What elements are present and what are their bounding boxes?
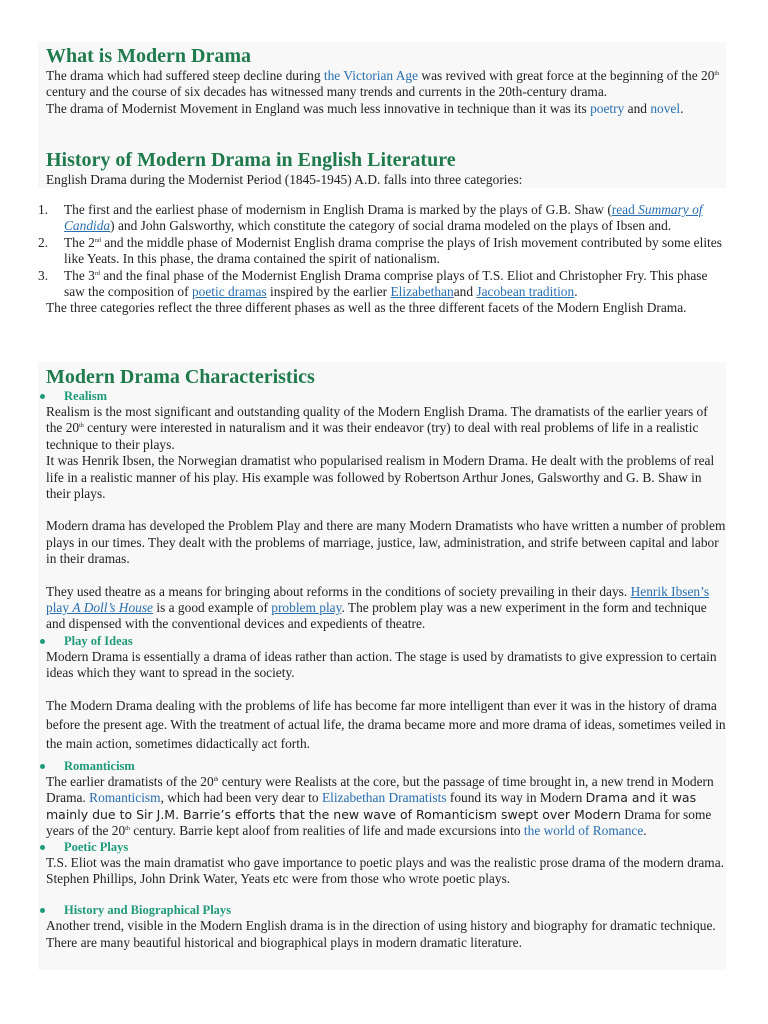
text: and the middle phase of Modernist English drama comprise the plays of Irish movement contributed by some elites like Yeats. In this phase, the drama contained the spirit of nationalism. — [64, 234, 722, 267]
section-characteristics-continued — [38, 758, 726, 970]
paragraph-history-intro: English Drama during the Modernist Period (1845-1945) A.D. falls into three categories: — [46, 172, 523, 187]
list-item — [38, 235, 726, 268]
text: century and the course of six decades has witnessed many trends and currents in the 20th-century drama. — [46, 84, 608, 100]
paragraph-intro — [38, 68, 726, 101]
text: . The problem play was a new experiment in the form and technique and dispensed with the conventional devices and expedients of theatre. — [46, 600, 707, 632]
link-jacobean-tradition[interactable]: Jacobean tradition — [476, 284, 575, 300]
list-item — [38, 268, 726, 301]
paragraph-history-plays: Another trend, visible in the Modern English drama is in the direction of using history and biography for dramatic technique. There are many beautiful historical and biographical plays in modern dramatic literature. — [46, 918, 716, 950]
text: The 3 — [64, 267, 95, 283]
spacer — [38, 887, 726, 903]
link-world-of-romance[interactable]: the world of Romance — [523, 823, 644, 839]
heading-what-is-modern-drama: What is Modern Drama — [46, 45, 251, 67]
bullet-label: Realism — [64, 389, 108, 403]
paragraph-ideas-2: The Modern Drama dealing with the problems of life has become far more intelligent than ever it was in the history of drama before the present age. With the treatment of actual life, the drama became more and more drama of ideas, sometimes veiled in the main action, sometimes didactically act forth. — [46, 697, 726, 751]
text: . — [680, 100, 684, 116]
text: and the final phase of the Modernist English Drama comprise plays of T.S. Eliot and Christopher Fry. This phase saw the composition of — [64, 267, 708, 300]
list-item — [38, 202, 726, 235]
text: and — [624, 100, 651, 116]
paragraph-realism-4 — [38, 584, 726, 633]
bullet-heading-romanticism — [38, 759, 726, 774]
section-characteristics — [38, 362, 726, 758]
superscript: rd — [94, 270, 100, 277]
spacer — [38, 502, 726, 518]
link-problem-play[interactable]: problem play — [271, 600, 342, 616]
text: The first and the earliest phase of modernism in English Drama is marked by the plays of G.B. Shaw ( — [64, 202, 612, 217]
text: The drama of Modernist Movement in England was much less innovative in technique than it was its — [46, 100, 591, 116]
bullet-heading-realism — [38, 389, 726, 404]
list-number: 1. — [38, 202, 49, 217]
bullet-heading-history-plays — [38, 903, 726, 918]
bullet-label: History and Biographical Plays — [64, 903, 232, 918]
bullet-label: Play of Ideas — [64, 633, 133, 648]
paragraph-realism-1 — [38, 404, 726, 453]
categories-list — [38, 202, 726, 300]
bullet-label: Poetic Plays — [64, 839, 129, 854]
superscript: th — [714, 71, 720, 77]
list-number: 2. — [38, 234, 49, 250]
paragraph-history-outro: The three categories reflect the three different phases as well as the three different facets of the Modern English Drama. — [46, 300, 687, 316]
paragraph-modernist-movement — [38, 101, 726, 117]
section-history-list — [38, 202, 726, 317]
text: Realism is the most significant and outstanding quality of the Modern English Drama. The dramatists of the earlier years of the 20 — [46, 404, 708, 436]
list-number: 3. — [38, 267, 49, 283]
link-text: Henrik Ibsen’s play — [46, 583, 710, 616]
section-history-header — [38, 148, 726, 188]
paragraph-realism-3: Modern drama has developed the Problem Play and there are many Modern Dramatists who have written a number of problem plays in our times. They dealt with the problems of marriage, justice, law, administration, and strife between capital and labor in their dramas. — [46, 518, 726, 567]
link-elizabethan-dramatists[interactable]: Elizabethan Dramatists — [321, 790, 447, 806]
text: Drama and it was mainly due to Sir J.M. Barrie’s efforts that the new wave of Romanticism swept over Modern — [46, 790, 697, 822]
superscript: th — [213, 777, 219, 783]
spacer — [38, 568, 726, 584]
bullet-icon — [40, 908, 45, 913]
bullet-heading-play-of-ideas — [38, 634, 726, 649]
link-text: read — [611, 202, 639, 217]
link-text-italic: Summary of Candida — [64, 202, 703, 234]
text: was revived with great force at the beginning of the 20 — [418, 68, 715, 83]
paragraph-ideas-1: Modern Drama is essentially a drama of ideas rather than action. The stage is used by dramatists to give expression to certain ideas which they want to spread in the society. — [46, 648, 717, 681]
text: They used theatre as a means for bringing about reforms in the conditions of society prevailing in their days. — [46, 583, 631, 599]
spacer — [38, 682, 726, 696]
text: ) and John Galsworthy, which constitute the category of social drama modeled on the plays of Ibsen and. — [110, 218, 672, 234]
link-text-italic: A Doll’s House — [72, 600, 154, 616]
text: is a good example of — [153, 600, 272, 616]
text: The earlier dramatists of the 20 — [46, 774, 214, 789]
text: found its way in Modern — [446, 790, 586, 806]
text: Drama for some years of the 20 — [46, 806, 712, 839]
bullet-icon — [40, 845, 45, 850]
link-victorian-age[interactable]: the Victorian Age — [323, 68, 419, 83]
paragraph-romanticism — [38, 774, 726, 840]
link-poetic-dramas[interactable]: poetic dramas — [191, 284, 267, 300]
superscript: th — [79, 423, 84, 430]
text: . — [574, 284, 578, 300]
heading-history-modern-drama: History of Modern Drama in English Literature — [46, 149, 456, 171]
text: and — [453, 284, 477, 300]
bullet-icon — [40, 764, 45, 769]
superscript: th — [125, 826, 130, 833]
text: century were Realists at the core, but the passage of time brought in, a new trend in Modern Drama. — [46, 774, 714, 806]
link-elizabethan[interactable]: Elizabethan — [390, 284, 454, 300]
text: inspired by the earlier — [266, 284, 391, 300]
heading-characteristics: Modern Drama Characteristics — [46, 366, 315, 388]
paragraph-realism-2: It was Henrik Ibsen, the Norwegian dramatist who popularised realism in Modern Drama. He dealt with the problems of real life in a realistic manner of his play. His example was followed by Robertson Arthur Jones, Galsworthy and G. B. Shaw in their plays. — [46, 453, 715, 502]
text: The 2 — [64, 234, 95, 250]
bullet-icon — [40, 639, 45, 644]
text: century. Barrie kept aloof from realities of life and made excursions into — [129, 823, 524, 839]
text: , which had been very dear to — [160, 790, 322, 806]
text: . — [643, 823, 647, 839]
superscript: nd — [94, 237, 101, 244]
link-poetry[interactable]: poetry — [590, 100, 625, 116]
bullet-icon — [40, 394, 45, 399]
link-romanticism[interactable]: Romanticism — [89, 790, 161, 806]
link-novel[interactable]: novel — [650, 100, 681, 116]
paragraph-poetic-plays: T.S. Eliot was the main dramatist who gave importance to poetic plays and was the realistic prose drama of the modern drama. Stephen Phillips, John Drink Water, Yeats etc were from those who wrote poetic plays. — [46, 854, 725, 887]
text: century were interested in naturalism and it was their endeavor (try) to deal with real problems of life in a realistic technique to their plays. — [46, 420, 699, 452]
section-what-is-modern-drama — [38, 42, 726, 148]
text: The drama which had suffered steep decline during — [46, 68, 324, 83]
bullet-label: Romanticism — [64, 759, 135, 773]
bullet-heading-poetic-plays — [38, 840, 726, 855]
